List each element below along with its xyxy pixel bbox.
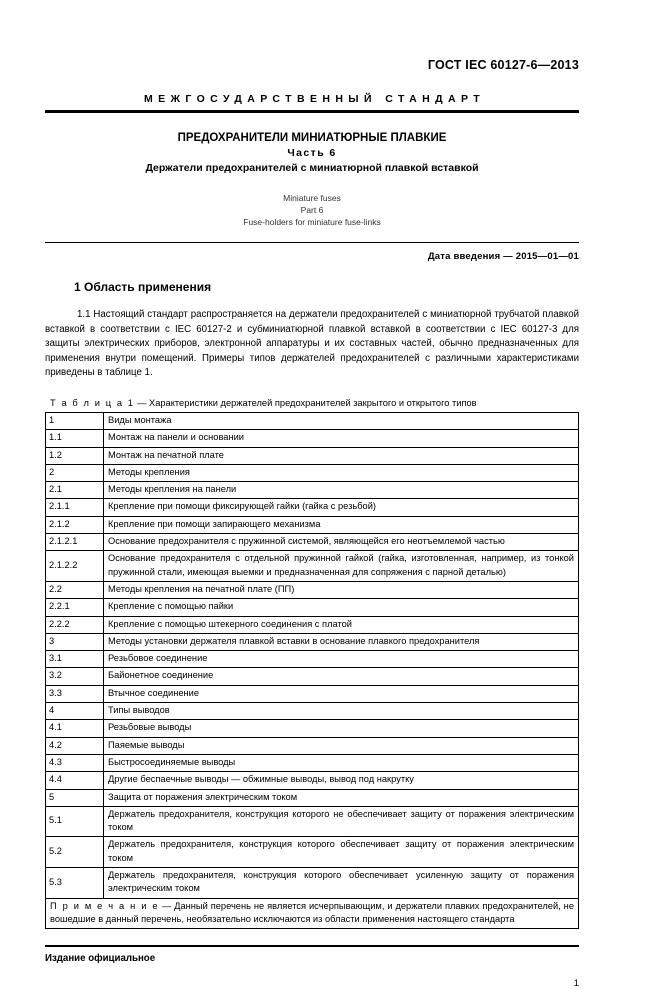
table-row (46, 867, 579, 898)
row-text: Держатель предохранителя, конструкция которого обеспечивает защиту от поражения электрическим током (104, 837, 579, 868)
table-row (46, 651, 579, 668)
table-note-label: П р и м е ч а н и е (50, 900, 160, 911)
row-number: 1 (46, 412, 104, 429)
title-english-subtitle: Fuse-holders for miniature fuse-links (243, 217, 381, 227)
row-number: 2.1 (46, 482, 104, 499)
row-text: Методы установки держателя плавкой вставки в основание плавкого предохранителя (104, 633, 579, 650)
section-paragraph-1-1: 1.1 Настоящий стандарт распространяется на держатели предохранителей с миниатюрной трубчатой плавкой вставкой в соответствии с IEC 60127-2 и субминиатюрной плавкой вставкой в соответствии с IEC 60127-3 для защиты электрических приборов, электронной аппаратуры и их составных частей, обычно предназначенных для применения внутри помещений. Примеры типов держателей предохранителей с различными характеристиками приведены в таблице 1. (45, 309, 579, 379)
table-note-row (46, 898, 579, 929)
standard-band-label: МЕЖГОСУДАРСТВЕННЫЙ СТАНДАРТ (143, 93, 486, 105)
row-text: Методы крепления (104, 464, 579, 481)
table-row (46, 668, 579, 685)
row-number: 5.3 (46, 867, 104, 898)
row-text: Паяемые выводы (104, 737, 579, 754)
row-text: Другие беспаечные выводы — обжимные выводы, вывод под накрутку (104, 772, 579, 789)
title-russian-subtitle: Держатели предохранителей с миниатюрной плавкой вставкой (145, 162, 479, 174)
table-row (46, 703, 579, 720)
table-row (46, 685, 579, 702)
row-text: Виды монтажа (104, 412, 579, 429)
table-row (46, 534, 579, 551)
table-row (46, 447, 579, 464)
row-number: 2.2.2 (46, 616, 104, 633)
row-number: 3.1 (46, 651, 104, 668)
row-number: 4.3 (46, 754, 104, 771)
row-number: 2.1.2.1 (46, 534, 104, 551)
title-russian (45, 131, 579, 176)
row-text: Держатель предохранителя, конструкция которого не обеспечивает защиту от поражения электрическим током (104, 806, 579, 837)
table-row (46, 430, 579, 447)
row-text: Методы крепления на панели (104, 482, 579, 499)
table-note-text: — Данный перечень не является исчерпывающим, и держатели плавких предохранителей, не вошедшие в данный перечень, необязательно исключаются из области применения настоящего стандарта (50, 900, 574, 924)
table-caption (50, 398, 579, 408)
row-text: Крепление с помощью пайки (104, 599, 579, 616)
table-row (46, 599, 579, 616)
row-number: 5.1 (46, 806, 104, 837)
row-text: Крепление при помощи запирающего механизма (104, 516, 579, 533)
row-number: 3.3 (46, 685, 104, 702)
table-caption-label: Т а б л и ц а 1 (50, 397, 135, 408)
page-content (45, 0, 579, 989)
table-row (46, 789, 579, 806)
row-text: Крепление с помощью штекерного соединения с платой (104, 616, 579, 633)
table-row (46, 616, 579, 633)
footer-divider (45, 945, 579, 947)
row-number: 2.2 (46, 581, 104, 598)
characteristics-table-body (46, 412, 579, 928)
table-row (46, 737, 579, 754)
row-text: Основание предохранителя с отдельной пружинной гайкой (гайка, изготовленная, например, из тонкой пружинной стали, имеющая выемки и предназначенная для сопряжения с парной деталью) (104, 551, 579, 582)
row-text: Втычное соединение (104, 685, 579, 702)
row-number: 5.2 (46, 837, 104, 868)
row-text: Байонетное соединение (104, 668, 579, 685)
table-row (46, 837, 579, 868)
row-text: Резьбовые выводы (104, 720, 579, 737)
table-row (46, 633, 579, 650)
row-text: Методы крепления на печатной плате (ПП) (104, 581, 579, 598)
row-number: 4.2 (46, 737, 104, 754)
title-english (45, 192, 579, 228)
table-row (46, 581, 579, 598)
table-row (46, 516, 579, 533)
table-row (46, 806, 579, 837)
table-row (46, 482, 579, 499)
table-caption-text: — Характеристики держателей предохранителей закрытого и открытого типов (134, 397, 477, 408)
document-code: ГОСТ IEC 60127-6—2013 (427, 58, 579, 72)
row-text: Крепление при помощи фиксирующей гайки (гайка с резьбой) (104, 499, 579, 516)
title-russian-line1: ПРЕДОХРАНИТЕЛИ МИНИАТЮРНЫЕ ПЛАВКИЕ (177, 132, 447, 144)
table-row (46, 754, 579, 771)
row-number: 1.2 (46, 447, 104, 464)
title-english-line1: Miniature fuses (283, 193, 341, 203)
row-number: 2.1.1 (46, 499, 104, 516)
table-row (46, 412, 579, 429)
characteristics-table (45, 412, 579, 929)
row-number: 1.1 (46, 430, 104, 447)
row-text: Защита от поражения электрическим током (104, 789, 579, 806)
table-row (46, 464, 579, 481)
row-text: Типы выводов (104, 703, 579, 720)
table-row (46, 551, 579, 582)
footer-edition-label: Издание официальное (45, 953, 156, 965)
row-number: 4.1 (46, 720, 104, 737)
title-russian-part: Часть 6 (287, 147, 337, 159)
title-english-part: Part 6 (300, 205, 324, 215)
table-row (46, 720, 579, 737)
section-heading-scope: 1 Область применения (74, 280, 212, 294)
row-text: Монтаж на печатной плате (104, 447, 579, 464)
table-row (46, 499, 579, 516)
row-number: 2.2.1 (46, 599, 104, 616)
row-number: 4.4 (46, 772, 104, 789)
date-of-introduction: Дата введения — 2015—01—01 (45, 242, 579, 262)
table-row (46, 772, 579, 789)
row-number: 5 (46, 789, 104, 806)
row-number: 2 (46, 464, 104, 481)
row-text: Основание предохранителя с пружинной системой, являющейся его неотъемлемой частью (104, 534, 579, 551)
page-number: 1 (573, 978, 579, 989)
row-number: 2.1.2.2 (46, 551, 104, 582)
row-text: Монтаж на панели и основании (104, 430, 579, 447)
row-number: 4 (46, 703, 104, 720)
row-number: 3 (46, 633, 104, 650)
row-text: Резьбовое соединение (104, 651, 579, 668)
standard-band (45, 89, 579, 113)
row-number: 2.1.2 (46, 516, 104, 533)
table-note (46, 898, 579, 929)
row-text: Держатель предохранителя, конструкция которого обеспечивает усиленную защиту от поражения электрическим током (104, 867, 579, 898)
row-number: 3.2 (46, 668, 104, 685)
row-text: Быстросоединяемые выводы (104, 754, 579, 771)
